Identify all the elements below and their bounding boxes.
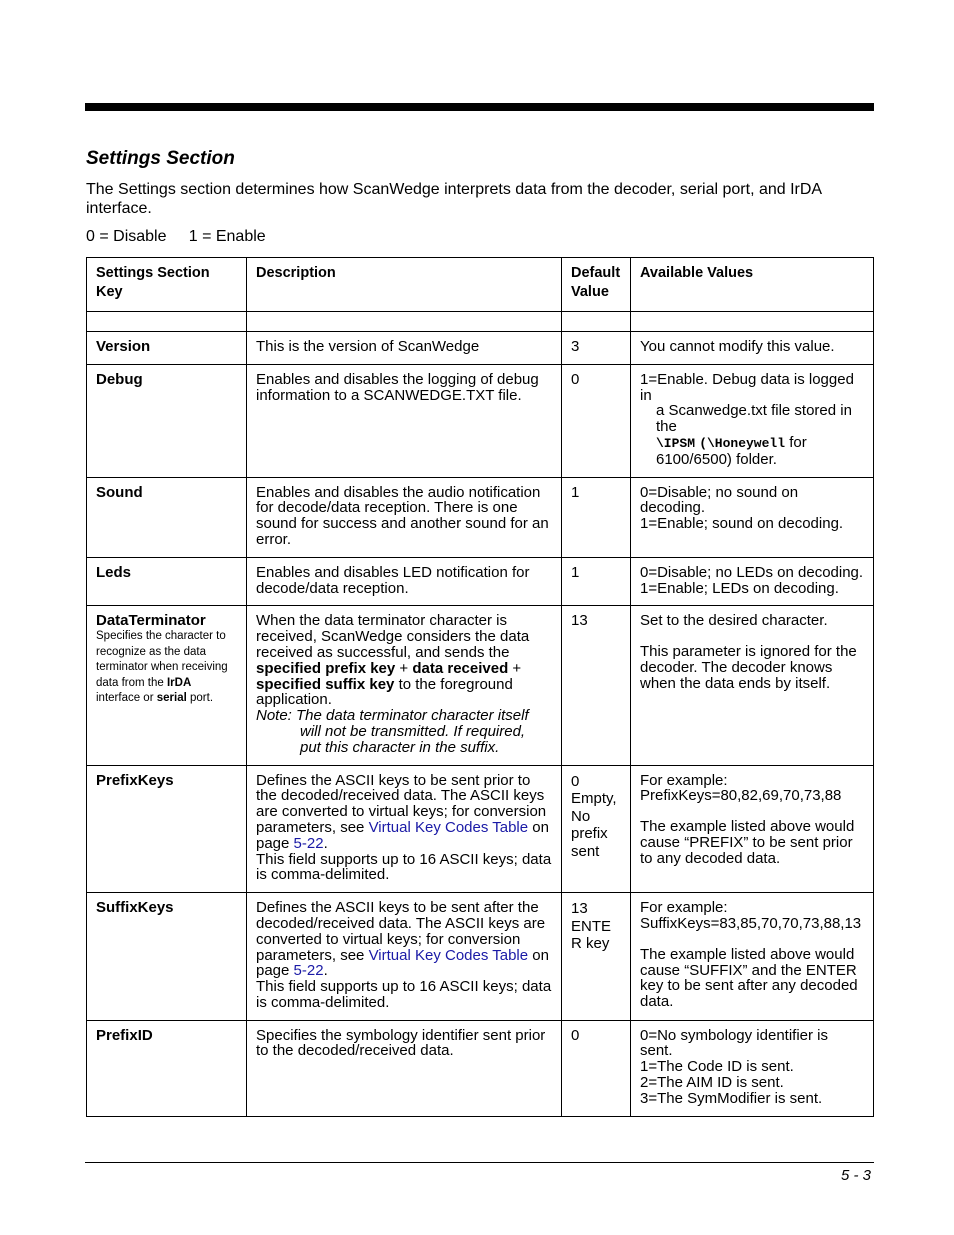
virtual-key-codes-link[interactable]: Virtual Key Codes Table <box>368 946 529 964</box>
header-description: Description <box>247 258 562 312</box>
description-prefixid: Specifies the symbology identifier sent prior to the decoded/received data. <box>247 1020 562 1116</box>
default-dataterminator: 13 <box>562 606 631 765</box>
default-sound: 1 <box>562 477 631 557</box>
description-version: This is the version of ScanWedge <box>247 332 562 365</box>
description-suffixkeys: Defines the ASCII keys to be sent after the decoded/received data. The ASCII keys are converted to virtual keys; for conversion parameters, see Virtual Key Codes Table on page 5-22. This field supports up to 16 ASCII keys; data is comma-delimited. <box>247 893 562 1021</box>
virtual-key-codes-link[interactable]: Virtual Key Codes Table <box>368 818 529 836</box>
available-version: You cannot modify this value. <box>631 332 874 365</box>
available-leds: 0=Disable; no LEDs on decoding. 1=Enable; LEDs on decoding. <box>631 557 874 606</box>
available-debug: 1=Enable. Debug data is logged in a Scanwedge.txt file stored in the \IPSM (\Honeywell for 6100/6500) folder. <box>631 364 874 477</box>
key-debug: Debug <box>87 364 247 477</box>
header-key: Settings Section Key <box>87 258 247 312</box>
key-suffixkeys: SuffixKeys <box>87 893 247 1021</box>
table-row-version <box>87 332 874 365</box>
default-leds: 1 <box>562 557 631 606</box>
default-suffixkeys: 13 ENTE R key <box>562 893 631 1021</box>
table-row-prefixkeys <box>87 765 874 893</box>
available-sound: 0=Disable; no sound on decoding. 1=Enable; sound on decoding. <box>631 477 874 557</box>
key-leds: Leds <box>87 557 247 606</box>
section-title: Settings Section <box>86 148 235 169</box>
note-text: Note: The data terminator character itself <box>256 707 529 725</box>
settings-table <box>86 257 874 1117</box>
description-sound: Enables and disables the audio notification for decode/data reception. There is one sound for success and another sound for an error. <box>247 477 562 557</box>
available-prefixid: 0=No symbology identifier is sent. 1=The Code ID is sent. 2=The AIM ID is sent. 3=The SymModifier is sent. <box>631 1020 874 1116</box>
table-header-row <box>87 258 874 312</box>
key-prefixid: PrefixID <box>87 1020 247 1116</box>
page-ref-link[interactable]: 5-22 <box>293 834 324 852</box>
header-default: Default Value <box>562 258 631 312</box>
intro-paragraph: The Settings section determines how ScanWedge interprets data from the decoder, serial port, and IrDA interface. <box>86 181 822 217</box>
table-row-sound <box>87 477 874 557</box>
table-row-leds <box>87 557 874 606</box>
header-spacer-row <box>87 312 874 332</box>
key-prefixkeys: PrefixKeys <box>87 765 247 893</box>
table-row-suffixkeys <box>87 893 874 1021</box>
key-dataterminator: DataTerminator Specifies the character to recognize as the data terminator when receiving data from the IrDA interface or serial port. <box>87 606 247 765</box>
available-suffixkeys: For example: SuffixKeys=83,85,70,70,73,88,13 The example listed above would cause “SUFFIX” and the ENTER key to be sent after any decoded data. <box>631 893 874 1021</box>
description-prefixkeys: Defines the ASCII keys to be sent prior to the decoded/received data. The ASCII keys are converted to virtual keys; for conversion parameters, see Virtual Key Codes Table on page 5-22. This field supports up to 16 ASCII keys; data is comma-delimited. <box>247 765 562 893</box>
description-leds: Enables and disables LED notification for decode/data reception. <box>247 557 562 606</box>
page-number: 5 - 3 <box>840 1167 871 1184</box>
header-available: Available Values <box>631 258 874 312</box>
header-rule <box>85 103 874 111</box>
table-row-prefixid <box>87 1020 874 1116</box>
description-dataterminator: When the data terminator character is received, ScanWedge considers the data received as successful, and sends the specified prefix key + data received + specified suffix key to the foreground application. Note: The data terminator character itself will not be transmitted. If required, put this character in the suffix. <box>247 606 562 765</box>
key-version: Version <box>87 332 247 365</box>
available-prefixkeys: For example: PrefixKeys=80,82,69,70,73,88 The example listed above would cause “PREFIX” to be sent prior to any decoded data. <box>631 765 874 893</box>
description-debug: Enables and disables the logging of debug information to a SCANWEDGE.TXT file. <box>247 364 562 477</box>
table-row-dataterminator <box>87 606 874 765</box>
default-version: 3 <box>562 332 631 365</box>
available-dataterminator: Set to the desired character. This parameter is ignored for the decoder. The decoder knows when the data ends by itself. <box>631 606 874 765</box>
enable-disable-legend: 0 = Disable 1 = Enable <box>86 228 266 245</box>
footer-rule <box>85 1162 874 1163</box>
default-prefixid: 0 <box>562 1020 631 1116</box>
key-sound: Sound <box>87 477 247 557</box>
table-row-debug <box>87 364 874 477</box>
default-prefixkeys: 0 Empty, No prefix sent <box>562 765 631 893</box>
page-ref-link[interactable]: 5-22 <box>293 962 324 980</box>
default-debug: 0 <box>562 364 631 477</box>
